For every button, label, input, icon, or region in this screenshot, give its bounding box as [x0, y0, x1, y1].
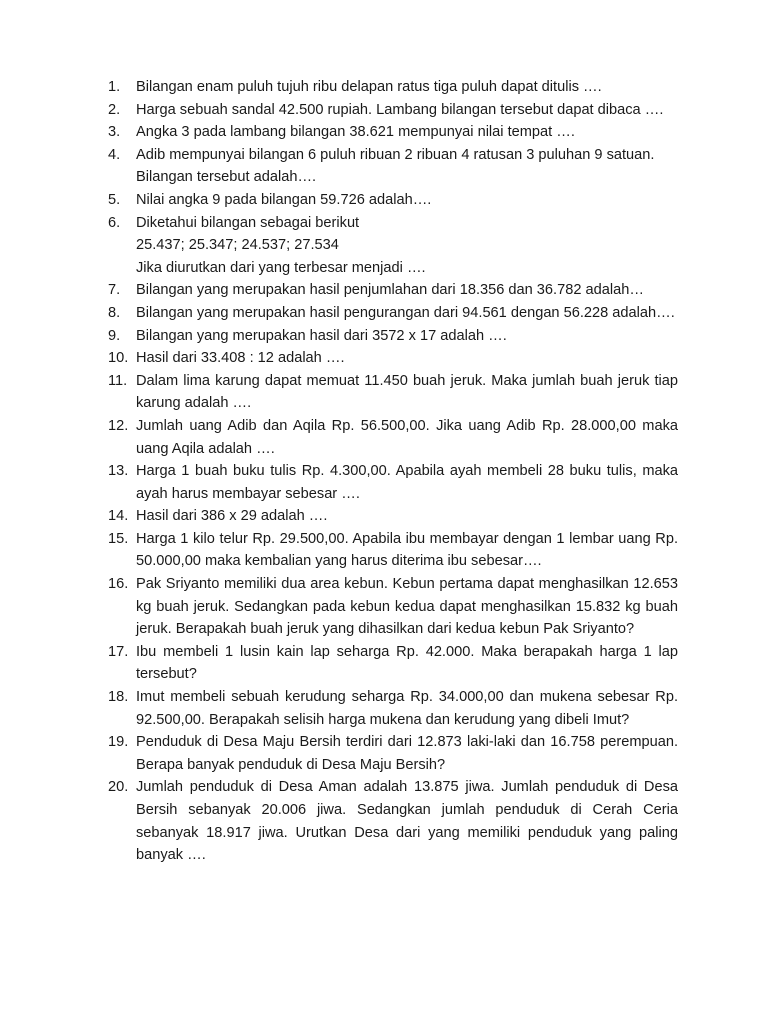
question-item-11	[108, 370, 678, 415]
question-text: Jumlah penduduk di Desa Aman adalah 13.875 jiwa. Jumlah penduduk di Desa Bersih sebanyak 20.006 jiwa. Sedangkan jumlah penduduk di Cerah Ceria sebanyak 18.917 jiwa. Urutkan Desa dari yang memiliki penduduk yang paling banyak ….	[136, 779, 678, 864]
question-item-6	[108, 212, 678, 280]
question-text-block	[136, 212, 678, 280]
question-number: 12.	[108, 417, 129, 434]
question-number: 2.	[108, 101, 121, 118]
question-list	[108, 76, 678, 867]
question-item-5	[108, 189, 678, 212]
question-number: 10.	[108, 350, 129, 367]
question-text: Bilangan yang merupakan hasil pengurangan dari 94.561 dengan 56.228 adalah….	[136, 304, 675, 321]
question-item-17	[108, 641, 678, 686]
question-item-15	[108, 528, 678, 573]
question-text-block	[136, 144, 678, 189]
question-number: 20.	[108, 779, 129, 796]
question-number: 16.	[108, 576, 129, 593]
question-text: Ibu membeli 1 lusin kain lap seharga Rp. 42.000. Maka berapakah harga 1 lap tersebut?	[136, 643, 678, 683]
question-text: Harga sebuah sandal 42.500 rupiah. Lambang bilangan tersebut dapat dibaca ….	[136, 101, 664, 118]
question-item-4	[108, 144, 678, 189]
question-item-10	[108, 347, 678, 370]
question-text: Hasil dari 33.408 : 12 adalah ….	[136, 350, 345, 367]
question-item-2	[108, 99, 678, 122]
question-number: 19.	[108, 734, 129, 751]
question-item-7	[108, 279, 678, 302]
question-text: Hasil dari 386 x 29 adalah ….	[136, 508, 328, 525]
question-number: 17.	[108, 643, 129, 660]
question-number: 5.	[108, 191, 121, 208]
question-number: 11.	[108, 372, 128, 389]
question-text: Penduduk di Desa Maju Bersih terdiri dari 12.873 laki-laki dan 16.758 perempuan. Berapa banyak penduduk di Desa Maju Bersih?	[136, 734, 678, 773]
question-item-13	[108, 460, 678, 505]
question-text-line-2: Bilangan tersebut adalah….	[136, 169, 317, 186]
question-text: Jumlah uang Adib dan Aqila Rp. 56.500,00. Jika uang Adib Rp. 28.000,00 maka uang Aqila adalah ….	[136, 417, 678, 457]
question-number: 7.	[108, 282, 121, 299]
question-item-12	[108, 415, 678, 460]
question-item-3	[108, 121, 678, 144]
question-number: 3.	[108, 124, 121, 141]
question-number-sequence: 25.437; 25.347; 24.537; 27.534	[136, 237, 339, 254]
question-number: 14.	[108, 508, 129, 525]
question-number: 6.	[108, 214, 121, 231]
question-text: Harga 1 buah buku tulis Rp. 4.300,00. Apabila ayah membeli 28 buku tulis, maka ayah harus membayar sebesar ….	[136, 463, 678, 502]
question-number: 15.	[108, 530, 129, 547]
question-text: Harga 1 kilo telur Rp. 29.500,00. Apabila ibu membayar dengan 1 lembar uang Rp. 50.000,00 maka kembalian yang harus diterima ibu sebesar….	[136, 530, 678, 570]
question-text: Nilai angka 9 pada bilangan 59.726 adalah….	[136, 191, 432, 208]
question-text-line-3: Jika diurutkan dari yang terbesar menjadi ….	[136, 259, 426, 276]
question-number: 8.	[108, 304, 121, 321]
question-item-14	[108, 505, 678, 528]
question-text: Bilangan enam puluh tujuh ribu delapan ratus tiga puluh dapat ditulis ….	[136, 79, 602, 95]
question-text: Adib mempunyai bilangan 6 puluh ribuan 2 ribuan 4 ratusan 3 puluhan 9 satuan.	[136, 146, 655, 163]
question-number: 13.	[108, 463, 129, 480]
question-item-20	[108, 776, 678, 866]
question-number: 18.	[108, 689, 129, 706]
question-number: 4.	[108, 146, 121, 163]
question-item-8	[108, 302, 678, 325]
question-item-19	[108, 731, 678, 776]
question-text: Diketahui bilangan sebagai berikut	[136, 214, 360, 231]
question-text: Pak Sriyanto memiliki dua area kebun. Kebun pertama dapat menghasilkan 12.653 kg buah jeruk. Sedangkan pada kebun kedua dapat menghasilkan 15.832 kg buah jeruk. Berapakah buah jeruk yang dihasilkan dari kedua kebun Pak Sriyanto?	[136, 576, 678, 638]
question-item-9	[108, 325, 678, 348]
question-number: 1.	[108, 79, 121, 95]
question-number: 9.	[108, 327, 121, 344]
question-item-18	[108, 686, 678, 731]
question-text: Imut membeli sebuah kerudung seharga Rp. 34.000,00 dan mukena sebesar Rp. 92.500,00. Berapakah selisih harga mukena dan kerudung yang dibeli Imut?	[136, 689, 678, 728]
question-text: Angka 3 pada lambang bilangan 38.621 mempunyai nilai tempat ….	[136, 124, 575, 141]
question-text: Bilangan yang merupakan hasil dari 3572 x 17 adalah ….	[136, 327, 507, 344]
question-item-16	[108, 573, 678, 641]
question-item-1	[108, 76, 678, 99]
question-text: Dalam lima karung dapat memuat 11.450 buah jeruk. Maka jumlah buah jeruk tiap karung adalah ….	[136, 372, 678, 412]
question-text: Bilangan yang merupakan hasil penjumlahan dari 18.356 dan 36.782 adalah…	[136, 282, 644, 299]
